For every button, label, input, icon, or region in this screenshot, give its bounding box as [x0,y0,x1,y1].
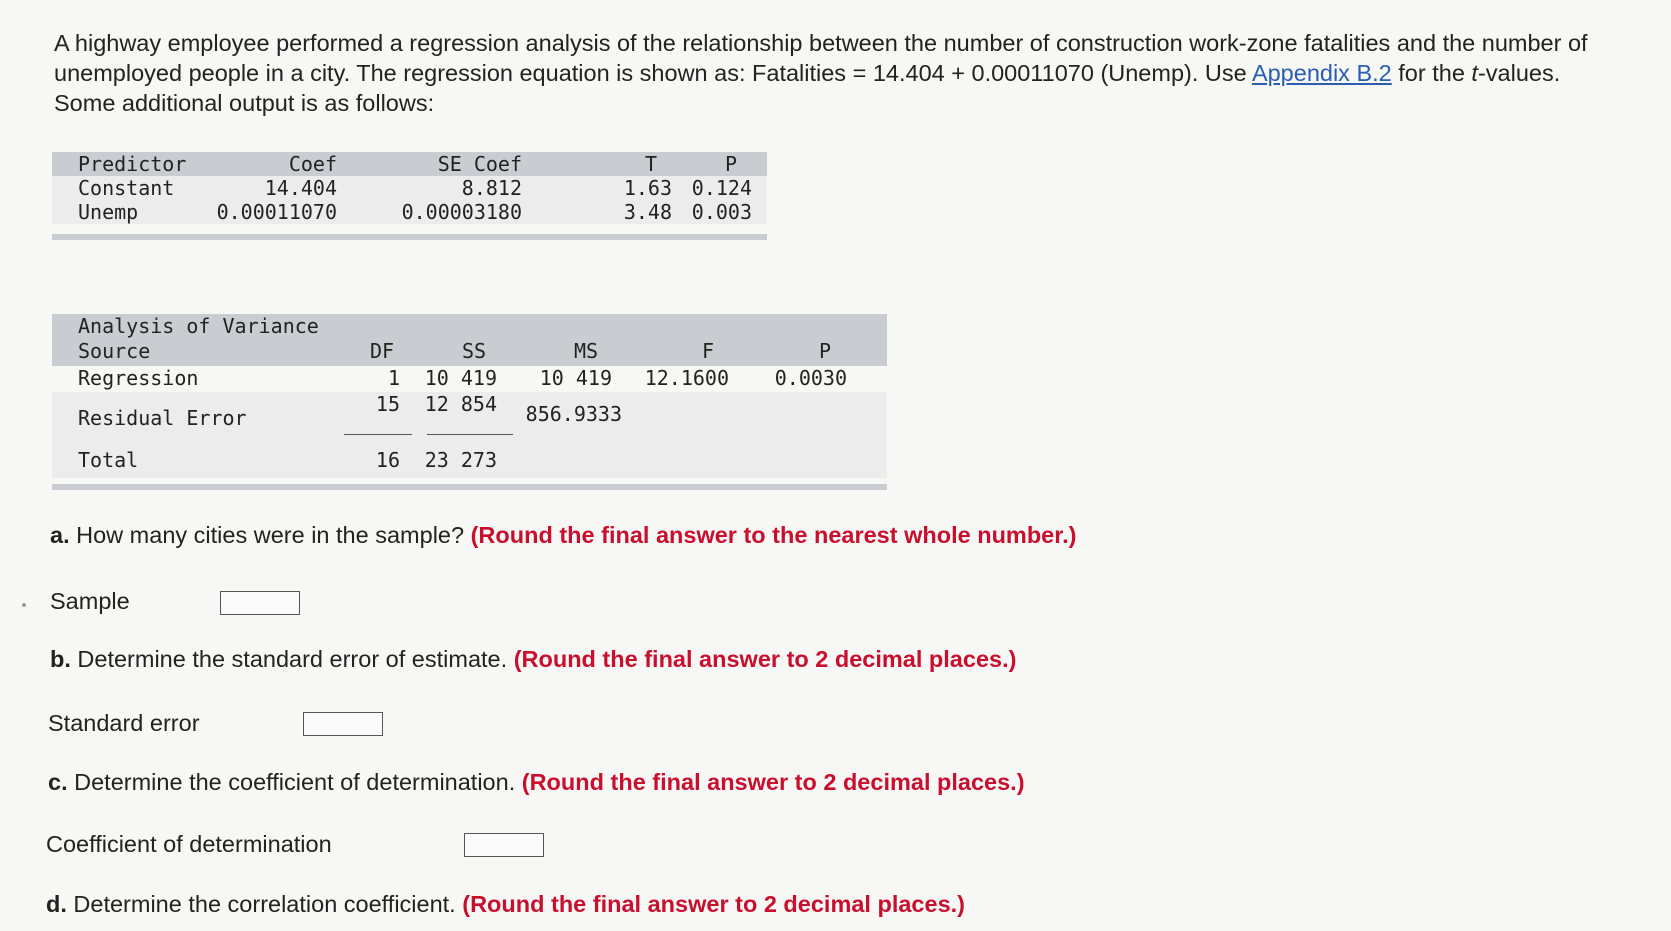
bullet-dot [22,603,26,607]
coef-cell: Unemp [78,200,139,224]
question-letter: a. [50,522,70,548]
coef-header-predictor: Predictor [78,152,187,176]
standard-error-input[interactable] [303,712,383,736]
coef-cell: Constant [78,176,175,200]
coef-cell: 0.00011070 [216,200,337,224]
coef-header-secoef: SE Coef [437,152,522,176]
anova-cell: 10 419 [424,366,497,390]
rounding-instruction: (Round the final answer to 2 decimal places.) [521,769,1025,795]
anova-title: Analysis of Variance [78,314,319,338]
coef-cell: 3.48 [623,200,672,224]
table-row [52,392,887,442]
table-row [52,176,767,200]
t-italic: t [1471,60,1478,86]
coef-cell: 0.003 [691,200,752,224]
coef-header-t: T [644,152,657,176]
table-row [52,200,767,224]
sum-underline [344,434,412,435]
coef-cell: 0.00003180 [401,200,522,224]
anova-cell: 1 [387,366,400,390]
sample-input[interactable] [220,591,300,615]
question-letter: c. [48,769,68,795]
question-text: Determine the coefficient of determination. [74,769,516,795]
table-divider [52,234,767,240]
anova-table [52,314,887,490]
coefficient-of-determination-label: Coefficient of determination [46,831,332,857]
anova-cell: 10 419 [539,366,612,390]
question-c [48,769,1025,796]
anova-header-f: F [702,339,715,363]
anova-cell: Residual Error [78,406,247,430]
coef-cell: 1.63 [623,176,672,200]
coef-cell: 8.812 [461,176,522,200]
anova-cell: Regression [78,366,199,390]
sample-label: Sample [50,588,130,614]
anova-cell: 15 [375,392,400,416]
table-row [52,366,887,392]
rounding-instruction: (Round the final answer to 2 decimal places.) [462,891,965,917]
table-row [52,442,887,478]
appendix-link[interactable]: Appendix B.2 [1251,60,1392,86]
coef-cell: 14.404 [264,176,337,200]
question-a [50,522,1076,549]
rounding-instruction: (Round the final answer to the nearest whole number.) [470,522,1077,548]
question-letter: d. [46,891,67,917]
anova-header [52,314,887,366]
anova-header-df: DF [370,339,395,363]
coef-header-row [52,152,767,176]
intro-text-2: for the [1391,60,1472,86]
anova-cell: Total [78,448,139,472]
anova-cell: 23 273 [424,448,497,472]
intro-text-3: -values. Some additional output is as follows: [54,60,1561,116]
problem-intro [54,28,1614,118]
anova-cell: 12 854 [424,392,497,416]
question-text: Determine the correlation coefficient. [73,891,456,917]
anova-cell: 856.9333 [525,402,622,426]
question-text: Determine the standard error of estimate. [77,646,508,672]
intro-text-1: A highway employee performed a regression analysis of the relationship between the number of construction work-zone fatalities and the number of unemployed people in a city. The regression equation is shown as: Fatalities = 14.404 + 0.00011070 (Unemp). Use [54,30,1588,86]
rounding-instruction: (Round the final answer to 2 decimal places.) [513,646,1017,672]
coef-header-coef: Coef [288,152,337,176]
coefficient-of-determination-input[interactable] [464,833,544,857]
question-text: How many cities were in the sample? [76,522,465,548]
coef-cell: 0.124 [691,176,752,200]
anova-header-ms: MS [574,339,599,363]
anova-cell: 16 [375,448,400,472]
question-letter: b. [50,646,71,672]
coef-header-p: P [724,152,737,176]
anova-header-ss: SS [462,339,487,363]
question-d [46,891,965,918]
coefficient-table [52,152,767,240]
table-divider [52,484,887,490]
sum-underline [427,434,513,435]
question-b [50,646,1016,673]
anova-cell: 0.0030 [774,366,847,390]
anova-header-source: Source [78,339,151,363]
anova-header-p: P [819,339,832,363]
anova-cell: 12.1600 [644,366,729,390]
standard-error-label: Standard error [48,710,200,736]
